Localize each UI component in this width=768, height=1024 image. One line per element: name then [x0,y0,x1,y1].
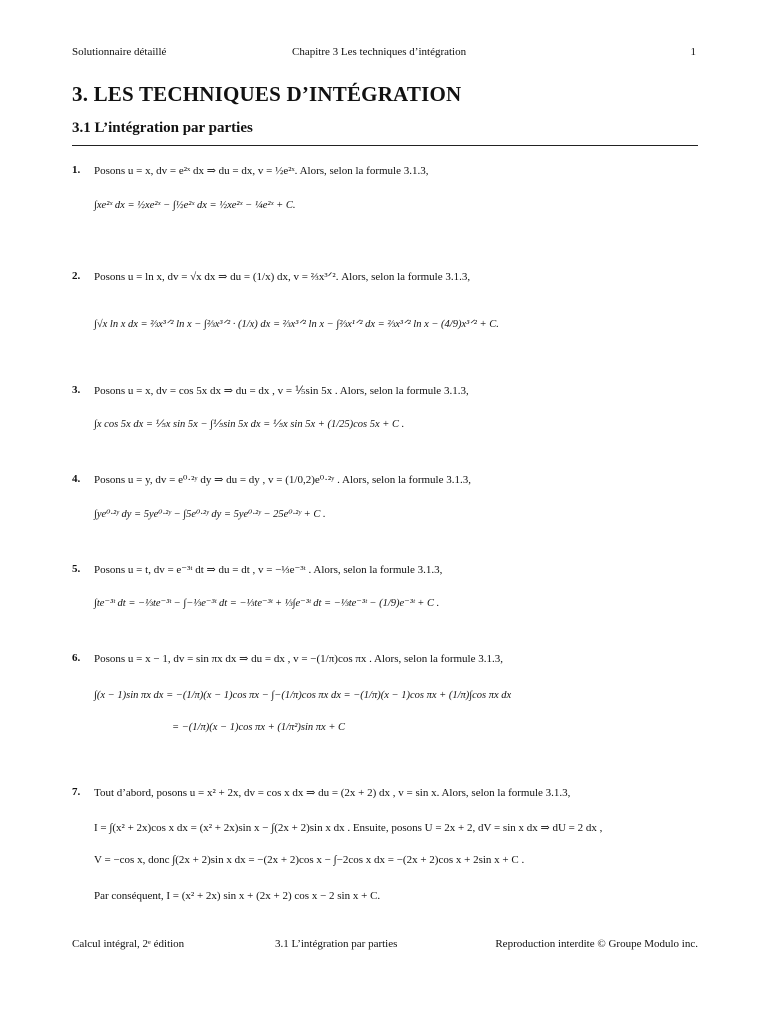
exercise-setup: Posons u = y, dv = e⁰·²ʸ dy ⇒ du = dy , v = (1/0,2)e⁰·²ʸ . Alors, selon la formule 3.1.3, [94,474,471,486]
footer-copyright: Reproduction interdite © Groupe Modulo inc. [495,938,698,950]
section-title: 3.1 L’intégration par parties [72,120,253,136]
exercise-formula-continued: = −(1/π)(x − 1)cos πx + (1/π²)sin πx + C [172,722,346,733]
chapter-title: 3. LES TECHNIQUES D’INTÉGRATION [72,82,462,106]
exercise-number: 3. [72,384,81,396]
exercise-formula-continued: V = −cos x, donc ∫(2x + 2)sin x dx = −(2x + 2)cos x − ∫−2cos x dx = −(2x + 2)cos x + 2sin x + C . [94,854,525,866]
exercise-number: 2. [72,270,81,282]
footer-book-title: Calcul intégral, 2ᵉ édition [72,938,185,950]
exercise-formula: ∫te⁻³ᵗ dt = −⅓te⁻³ᵗ − ∫−⅓e⁻³ᵗ dt = −⅓te⁻³ᵗ + ⅓∫e⁻³ᵗ dt = −⅓te⁻³ᵗ − (1/9)e⁻³ᵗ + C . [94,598,440,609]
exercise-number: 7. [72,786,81,798]
exercise-setup: Posons u = t, dv = e⁻³ᵗ dt ⇒ du = dt , v = −⅓e⁻³ᵗ . Alors, selon la formule 3.1.3, [94,564,443,576]
running-header [72,46,696,62]
footer-section: 3.1 L’intégration par parties [275,938,398,950]
section-divider [72,145,698,146]
exercise-setup: Tout d’abord, posons u = x² + 2x, dv = cos x dx ⇒ du = (2x + 2) dx , v = sin x. Alors, selon la formule 3.1.3, [94,787,571,799]
exercise-formula: ∫(x − 1)sin πx dx = −(1/π)(x − 1)cos πx − ∫−(1/π)cos πx dx = −(1/π)(x − 1)cos πx + (1/π)∫cos πx dx [94,690,512,701]
exercise-setup: Posons u = x − 1, dv = sin πx dx ⇒ du = dx , v = −(1/π)cos πx . Alors, selon la formule 3.1.3, [94,653,503,665]
header-left-text: Solutionnaire détaillé [72,46,167,58]
exercise-formula: I = ∫(x² + 2x)cos x dx = (x² + 2x)sin x − ∫(2x + 2)sin x dx . Ensuite, posons U = 2x + 2, dV = sin x dx ⇒ dU = 2 dx , [94,822,603,834]
exercise-setup: Posons u = ln x, dv = √x dx ⇒ du = (1/x) dx, v = ⅔x³ᐟ². Alors, selon la formule 3.1.3, [94,271,471,283]
exercise-conclusion: Par conséquent, I = (x² + 2x) sin x + (2x + 2) cos x − 2 sin x + C. [94,890,381,902]
exercise-number: 1. [72,164,81,176]
exercise-formula: ∫ye⁰·²ʸ dy = 5ye⁰·²ʸ − ∫5e⁰·²ʸ dy = 5ye⁰·²ʸ − 25e⁰·²ʸ + C . [94,509,326,520]
exercise-formula: ∫√x ln x dx = ⅔x³ᐟ² ln x − ∫⅔x³ᐟ² · (1/x) dx = ⅔x³ᐟ² ln x − ∫⅔x¹ᐟ² dx = ⅔x³ᐟ² ln x − (4/9)x³ᐟ² + C. [94,319,499,330]
exercise-formula: ∫xe²ˣ dx = ½xe²ˣ − ∫½e²ˣ dx = ½xe²ˣ − ¼e²ˣ + C. [94,200,296,211]
exercise-number: 4. [72,473,81,485]
exercise-setup: Posons u = x, dv = cos 5x dx ⇒ du = dx , v = ⅕sin 5x . Alors, selon la formule 3.1.3, [94,385,469,397]
exercise-number: 6. [72,652,81,664]
exercise-number: 5. [72,563,81,575]
header-chapter-text: Chapitre 3 Les techniques d’intégration [292,46,467,58]
exercise-formula: ∫x cos 5x dx = ⅕x sin 5x − ∫⅕sin 5x dx = ⅕x sin 5x + (1/25)cos 5x + C . [94,419,405,430]
running-footer [72,938,698,954]
page-number: 1 [690,46,696,58]
exercise-setup: Posons u = x, dv = e²ˣ dx ⇒ du = dx, v = ½e²ˣ. Alors, selon la formule 3.1.3, [94,165,429,177]
